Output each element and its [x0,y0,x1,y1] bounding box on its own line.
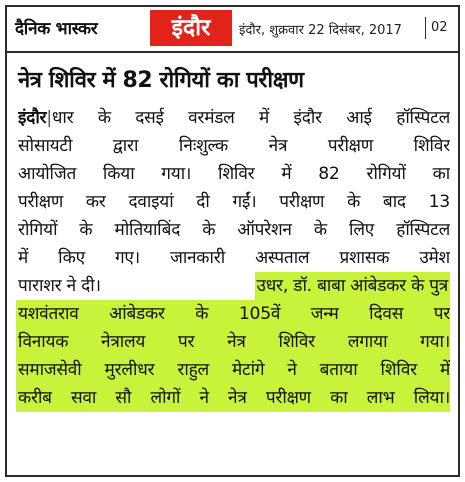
news-clipping [5,5,460,477]
highlighted-line-4: करीब सवा सौ लोगों ने नेत्र परीक्षण का लाभ लिया। [16,384,450,412]
article-dateline-city: इंदौर [18,108,47,128]
edition-dateline: इंदौर, शुक्रवार 22 दिसंबर, 2017 [239,23,402,38]
dateline-separator: | [46,108,52,128]
city-edition-badge: इंदौर [150,10,232,46]
article-line-4: परीक्षण कर दवाइयां दी गईं। परीक्षण के बाद 13 [18,192,450,212]
article-line-5: रोगियों के मोतियाबिंद के ऑपरेशन के लिए हॉस्पिटल [18,220,450,240]
highlighted-line-2: विनायक नेत्रालय पर नेत्र शिविर लगाया गया। [16,328,450,356]
article-body [18,104,450,412]
masthead [7,7,458,51]
highlighted-line-3: समाजसेवी मुरलीधर राहुल मेटांगे ने बताया शिविर में [16,356,450,384]
masthead-rule [7,51,458,53]
article-line-6: में किए गए। जानकारी अस्पताल प्रशासक उमेश [18,248,450,268]
article-line-7 [18,272,450,300]
article-line-3: आयोजित किया गया। शिविर में 82 रोगियों का [18,164,450,184]
article-line-1 [18,104,450,132]
article-headline: नेत्र शिविर में 82 रोगियों का परीक्षण [18,68,304,93]
masthead-divider [425,17,426,39]
article-line-1-text: धार के दसई वरमंडल में इंदौर आई हॉस्पिटल [51,108,450,128]
page-number: 02 [431,20,448,35]
highlighted-line-1: यशवंतराव आंबेडकर के 105वें जन्म दिवस पर [16,300,450,328]
article-line-2: सोसायटी द्वारा निःशुल्क नेत्र परीक्षण शिविर [18,136,450,156]
paper-name: दैनिक भास्कर [15,19,98,39]
highlighted-text-start: उधर, डॉ. बाबा आंबेडकर के पुत्र [255,272,450,300]
article-line-7-plain: पाराशर ने दी। [18,276,101,296]
